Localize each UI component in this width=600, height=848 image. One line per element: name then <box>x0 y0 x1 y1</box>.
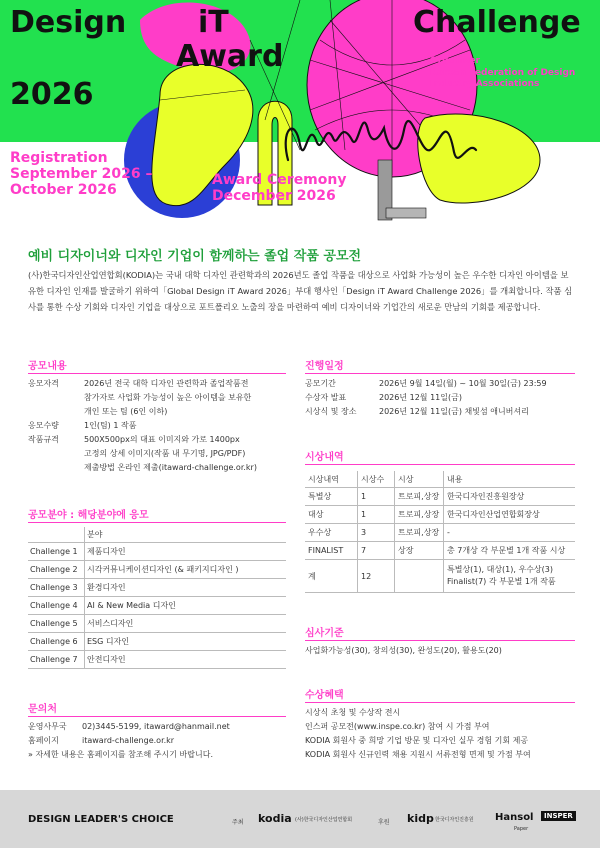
benefits-divider <box>305 702 575 703</box>
contact-note: » 자세한 내용은 홈페이지를 참조해 주시기 바랍니다. <box>28 750 213 759</box>
contest-divider <box>28 373 286 374</box>
spacer <box>28 461 84 475</box>
contest-value-line: 1인(팀) 1 작품 <box>84 421 137 430</box>
ceremony-block <box>212 172 346 204</box>
sponsor-name: 한국디자인진흥원 <box>435 817 474 823</box>
contest-row-continuation <box>28 461 257 475</box>
sponsor-label: 후원 <box>378 819 390 826</box>
awards-header-prize: 시상 <box>395 471 444 488</box>
organizer-block <box>430 56 575 91</box>
contact-row <box>28 720 230 734</box>
award-prize: 상장 <box>395 542 444 560</box>
benefits-title: 수상혜택 <box>305 690 344 701</box>
hansol-sub: Paper <box>514 826 529 832</box>
categories-table <box>28 527 286 669</box>
table-row <box>28 651 286 669</box>
benefit-text: KODIA 회원사 신규인력 채용 지원시 서류전형 면제 및 가점 부여 <box>305 750 531 759</box>
table-row <box>305 488 575 506</box>
criteria-text: 사업화가능성(30), 창의성(30), 완성도(20), 활용도(20) <box>305 646 502 655</box>
contest-key: 응모자격 <box>28 379 59 388</box>
spacer <box>28 447 84 461</box>
insper-logo: INSPER <box>541 811 576 821</box>
table-row <box>305 542 575 560</box>
schedule-key: 수상자 발표 <box>305 393 347 402</box>
contest-row-continuation <box>28 447 257 461</box>
table-row <box>28 579 286 597</box>
table-row <box>28 615 286 633</box>
award-prize: 트로피,상장 <box>395 506 444 524</box>
registration-label: Registration <box>10 150 108 166</box>
host-name: (사)한국디자인산업연합회 <box>295 817 353 823</box>
contest-row-continuation <box>28 391 257 405</box>
footer-slogan: DESIGN LEADER'S CHOICE <box>28 814 174 825</box>
title-challenge: Challenge <box>413 5 581 40</box>
yellow-shape-right <box>418 114 540 203</box>
criteria-title: 심사기준 <box>305 628 344 639</box>
category-name: ESG 디자인 <box>85 633 287 651</box>
award-prize: 트로피,상장 <box>395 488 444 506</box>
award-count: 3 <box>358 524 395 542</box>
list-item <box>305 748 531 762</box>
award-content: 총 7개상 각 부문별 1개 작품 시상 <box>444 542 576 560</box>
category-id: Challenge 4 <box>28 597 85 615</box>
schedule-value: 2026년 12월 11일(금) <box>379 393 462 402</box>
schedule-row <box>305 405 547 419</box>
contact-key: 운영사무국 <box>28 722 67 731</box>
contest-row-continuation <box>28 405 257 419</box>
contest-value-line: 500X500px의 대표 이미지와 가로 1400px <box>84 435 240 444</box>
kidp-logo: kidp <box>407 812 434 825</box>
registration-line2: October 2026 <box>10 182 117 199</box>
table-row <box>28 597 286 615</box>
award-content: 한국디자인진흥원장상 <box>444 488 576 506</box>
award-content-line: 특별상(1), 대상(1), 우수상(3) <box>447 565 553 574</box>
criteria-divider <box>305 640 575 641</box>
category-id: Challenge 2 <box>28 561 85 579</box>
registration-block <box>10 150 153 198</box>
registration-line1: September 2026 – <box>10 166 153 183</box>
page-headline: 예비 디자이너와 디자인 기업이 함께하는 졸업 작품 공모전 <box>28 249 362 264</box>
contest-row-quantity <box>28 419 257 433</box>
awards-title: 시상내역 <box>305 452 344 463</box>
awards-header-name: 시상내역 <box>305 471 358 488</box>
list-item <box>305 720 531 734</box>
title-it: iT <box>198 5 229 40</box>
awards-divider <box>305 464 575 465</box>
schedule-row <box>305 377 547 391</box>
table-row <box>305 524 575 542</box>
table-row <box>28 633 286 651</box>
benefit-text: KODIA 회원사 중 희망 기업 방문 및 디자인 실무 경험 기회 제공 <box>305 736 529 745</box>
homepage-link[interactable]: itaward-challenge.or.kr <box>82 736 175 745</box>
footer-bar <box>0 790 600 848</box>
award-name: 특별상 <box>305 488 358 506</box>
schedule-key: 시상식 및 장소 <box>305 407 357 416</box>
organizer-name-1: Korean Federation of Design <box>430 67 576 78</box>
title-award: Award <box>176 39 284 74</box>
categories-header-empty <box>28 527 85 543</box>
award-count: 12 <box>358 560 395 593</box>
award-count: 1 <box>358 488 395 506</box>
organizer-label: Organizer <box>430 56 480 66</box>
contest-value-line: 개인 또는 팀 (6인 이하) <box>84 407 168 416</box>
schedule-divider <box>305 373 575 374</box>
benefits-list <box>305 706 531 762</box>
hero-banner <box>0 0 600 225</box>
category-id: Challenge 7 <box>28 651 85 669</box>
contact-note-row <box>28 748 230 762</box>
award-content: - <box>444 524 576 542</box>
contact-key: 홈페이지 <box>28 736 59 745</box>
title-design: Design <box>10 5 127 40</box>
ceremony-date: December 2026 <box>212 188 336 205</box>
category-id: Challenge 5 <box>28 615 85 633</box>
category-id: Challenge 1 <box>28 543 85 561</box>
spacer <box>28 405 84 419</box>
contest-value-line: 제출방법 온라인 제출(itaward-challenge.or.kr) <box>84 463 257 472</box>
table-row <box>28 543 286 561</box>
category-name: 제품디자인 <box>85 543 287 561</box>
contest-value-line: 고정의 상세 이미지(작품 내 무기명, JPG/PDF) <box>84 449 246 458</box>
ceremony-label: Award Ceremony <box>212 172 347 188</box>
host-label: 주최 <box>232 819 244 826</box>
categories-header-row <box>28 527 286 543</box>
category-id: Challenge 3 <box>28 579 85 597</box>
category-id: Challenge 6 <box>28 633 85 651</box>
category-name: 안전디자인 <box>85 651 287 669</box>
list-item <box>305 734 531 748</box>
awards-header-content: 내용 <box>444 471 576 488</box>
title-year: 2026 <box>10 77 94 112</box>
categories-header: 분야 <box>85 527 287 543</box>
schedule-row <box>305 391 547 405</box>
organizer-name-2: Industry Associations <box>430 79 540 90</box>
list-item <box>305 706 531 720</box>
contest-value-line: 참가자로 사업화 가능성이 높은 아이템을 보유한 <box>84 393 252 402</box>
award-prize <box>395 560 444 593</box>
award-name: 계 <box>305 560 358 593</box>
category-name: 서비스디자인 <box>85 615 287 633</box>
awards-table <box>305 471 575 593</box>
contest-value-line: 2026년 전국 대학 디자인 관련학과 졸업작품전 <box>84 379 249 388</box>
contact-divider <box>28 716 286 717</box>
award-content: 한국디자인산업연합회장상 <box>444 506 576 524</box>
schedule-title: 진행일정 <box>305 361 344 372</box>
categories-divider <box>28 522 286 523</box>
awards-header-count: 시상수 <box>358 471 395 488</box>
table-row-total <box>305 560 575 593</box>
schedule-key: 공모기간 <box>305 379 336 388</box>
awards-header-row <box>305 471 575 488</box>
category-name: 환경디자인 <box>85 579 287 597</box>
contact-title: 문의처 <box>28 704 57 715</box>
award-count: 1 <box>358 506 395 524</box>
table-row <box>305 506 575 524</box>
award-count: 7 <box>358 542 395 560</box>
contest-key: 응모수량 <box>28 421 59 430</box>
contact-details <box>28 720 230 762</box>
hansol-logo: Hansol <box>495 812 534 823</box>
spacer <box>28 391 84 405</box>
gray-base-shape <box>386 208 426 218</box>
contact-row <box>28 734 230 748</box>
schedule-details <box>305 377 547 419</box>
award-content-line: Finalist(7) 각 부문별 1개 작품 <box>447 577 556 586</box>
award-name: FINALIST <box>305 542 358 560</box>
categories-title: 공모분야 : 해당분야에 응모 <box>28 510 149 521</box>
award-name: 우수상 <box>305 524 358 542</box>
contact-value[interactable]: 02)3445-5199, itaward@hanmail.net <box>82 722 230 731</box>
contest-title: 공모내용 <box>28 361 67 372</box>
schedule-value: 2026년 9월 14일(월) ~ 10월 30일(금) 23:59 <box>379 379 547 388</box>
benefit-text: 시상식 초청 및 수상작 전시 <box>305 708 401 717</box>
schedule-value: 2026년 12월 11일(금) 채빛섬 애니버셔리 <box>379 407 529 416</box>
benefit-text: 인스퍼 공모전(www.inspe.co.kr) 참여 시 가점 부여 <box>305 722 490 731</box>
category-name: 시각커뮤니케이션디자인 (& 패키지디자인 ) <box>85 561 287 579</box>
intro-paragraph: (사)한국디자인산업연합회(KODIA)는 국내 대학 디자인 관련학과의 2026년도 졸업 작품을 대상으로 사업화 가능성이 높은 우수한 디자인 아이템을 보유한 디자인 인재를 발굴하기 위하여「Global Design iT Award 2026」부대 행사인「Design iT Award Challenge 2026」를 개최합니다. 작품 심사를 통한 수상 기회와 디자인 기업을 대상으로 포트폴리오 노출의 장을 마련하여 예비 디자이너와 기업간의 새로운 만남의 기회를 제공합니다. <box>28 270 573 312</box>
award-name: 대상 <box>305 506 358 524</box>
category-name: AI & New Media 디자인 <box>85 597 287 615</box>
award-content-total <box>444 560 576 593</box>
contest-details <box>28 377 257 475</box>
contest-row-spec <box>28 433 257 447</box>
contest-row-eligibility <box>28 377 257 391</box>
kodia-logo: kodia <box>258 812 292 825</box>
award-prize: 트로피,상장 <box>395 524 444 542</box>
contest-key: 작품규격 <box>28 435 59 444</box>
table-row <box>28 561 286 579</box>
